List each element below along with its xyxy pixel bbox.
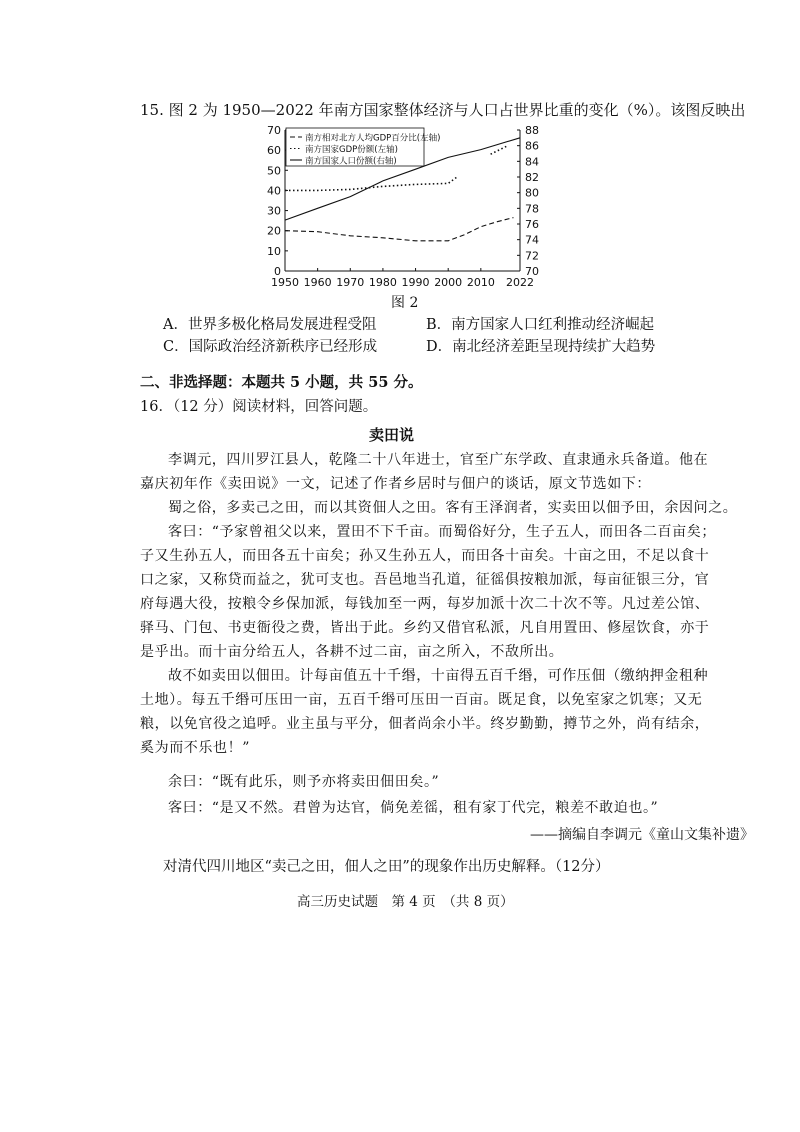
material-line: 土地）。每五千缗可压田一亩，五百千缗可压田一百亩。既足食，以免室家之饥寒；又无 xyxy=(140,692,703,708)
option-c: C．国际政治经济新秩序已经形成 xyxy=(163,339,378,355)
right-axis-tick-label: 78 xyxy=(525,202,539,216)
series-line-2 xyxy=(491,146,507,154)
right-axis-tick-label: 82 xyxy=(525,171,539,184)
material-line: 故不如卖田以佃田。计每亩值五十千缗，十亩得五百千缗，可作压佃（缴纳押金租种 xyxy=(168,668,709,684)
option-d: D．南北经济差距呈现持续扩大趋势 xyxy=(426,339,656,355)
series-line-1 xyxy=(285,218,514,241)
right-axis-tick-label: 86 xyxy=(525,139,539,153)
x-axis-tick-label: 1960 xyxy=(303,276,332,289)
right-axis-tick-label: 88 xyxy=(525,124,539,137)
option-a: A．世界多极化格局发展进程受阻 xyxy=(163,317,377,333)
legend-label: 南方国家GDP份额(左轴) xyxy=(305,145,398,155)
page-footer: 高三历史试题 第 4 页 （共 8 页） xyxy=(297,894,514,910)
right-axis-tick-label: 84 xyxy=(525,155,539,169)
legend-label: 南方国家人口份额(右轴) xyxy=(305,156,397,167)
x-axis-tick-label: 2022 xyxy=(506,276,534,289)
material-line: 余曰：“既有此乐，则予亦将卖田佃田矣。” xyxy=(168,774,440,790)
left-axis-tick-label: 60 xyxy=(267,144,281,158)
x-axis-tick-label: 1970 xyxy=(336,276,365,289)
right-axis-tick-label: 74 xyxy=(525,233,539,247)
left-axis-tick-label: 20 xyxy=(267,224,281,238)
option-b: B．南方国家人口红利推动经济崛起 xyxy=(426,317,655,333)
material-citation: ——摘编自李调元《童山文集补遗》 xyxy=(530,827,754,843)
right-axis-tick-label: 70 xyxy=(525,265,539,278)
material-title: 卖田说 xyxy=(369,426,415,444)
legend-label: 南方相对北方人均GDP百分比(左轴) xyxy=(305,133,441,144)
material-line: 客曰：“是又不然。君曾为达官，倘免差徭，租有家丁代完，粮差不敢迫也。” xyxy=(168,800,659,816)
material-line: 蜀之俗，多卖己之田，而以其资佃人之田。客有王泽润者，实卖田以佃予田，余因问之。 xyxy=(168,500,738,516)
question-15-stem: 15. 图 2 为 1950—2022 年南方国家整体经济与人口占世界比重的变化（%）。该图反映出 xyxy=(140,101,746,119)
section-2-heading: 二、非选择题：本题共 5 小题，共 55 分。 xyxy=(140,374,423,391)
material-line: 粮，以免官役之追呼。业主虽与平分，佃者尚余小半。终岁勤勤，撙节之外，尚有结余， xyxy=(140,716,710,732)
question-16-task: 对清代四川地区“卖己之田，佃人之田”的现象作出历史解释。（12分） xyxy=(163,859,610,875)
material-line: 驿马、门包、书吏衙役之费，皆出于此。乡约又借官私派，凡自用置田、修屋饮食，亦于 xyxy=(140,620,710,636)
right-axis-tick-label: 72 xyxy=(525,249,539,263)
left-axis-tick-label: 10 xyxy=(267,244,281,258)
material-line: 客曰：“予家曾祖父以来，置田不下千亩。而蜀俗好分，生子五人，而田各二百亩矣； xyxy=(168,524,716,540)
material-line: 李调元，四川罗江县人，乾隆二十八年进士，官至广东学政、直隶通永兵备道。他在 xyxy=(168,452,709,468)
material-line: 嘉庆初年作《卖田说》一文，记述了作者乡居时与佃户的谈话，原文节选如下： xyxy=(140,476,651,492)
figure-2-chart xyxy=(255,118,555,293)
right-axis-tick-label: 76 xyxy=(525,218,539,231)
material-line: 奚为而不乐也！” xyxy=(140,740,250,756)
x-axis-tick-label: 2000 xyxy=(434,276,463,289)
material-line: 是乎出。而十亩分给五人，各耕不过二亩，亩之所入，不敌所出。 xyxy=(140,644,564,660)
chart-legend xyxy=(286,128,440,167)
x-axis-tick-label: 1990 xyxy=(401,276,430,289)
material-line: 子又生孙五人，而田各五十亩矣；孙又生孙五人，而田各十亩矣。十亩之田，不足以食十 xyxy=(140,548,710,564)
question-16-stem: 16．（12 分）阅读材料，回答问题。 xyxy=(140,399,378,415)
x-axis-tick-label: 1980 xyxy=(368,276,397,289)
x-axis-tick-label: 1950 xyxy=(271,276,299,289)
left-axis-tick-label: 0 xyxy=(274,265,281,278)
left-axis-tick-label: 30 xyxy=(267,204,281,218)
x-axis-tick-label: 2010 xyxy=(466,276,495,289)
material-line: 府每遇大役，按粮令乡保加派，每钱加至一两，每岁加派十次二十次不等。凡过差公馆、 xyxy=(140,596,710,612)
series-line-2 xyxy=(285,176,458,190)
left-axis-tick-label: 50 xyxy=(267,164,281,178)
figure-caption: 图 2 xyxy=(391,295,419,311)
left-axis-tick-label: 40 xyxy=(267,184,281,198)
right-axis-tick-label: 80 xyxy=(525,186,539,200)
material-line: 口之家，又称贷而益之，犹可支也。吾邑地当孔道，征徭俱按粮加派，每亩征银三分，官 xyxy=(140,572,710,588)
left-axis-tick-label: 70 xyxy=(267,124,281,137)
